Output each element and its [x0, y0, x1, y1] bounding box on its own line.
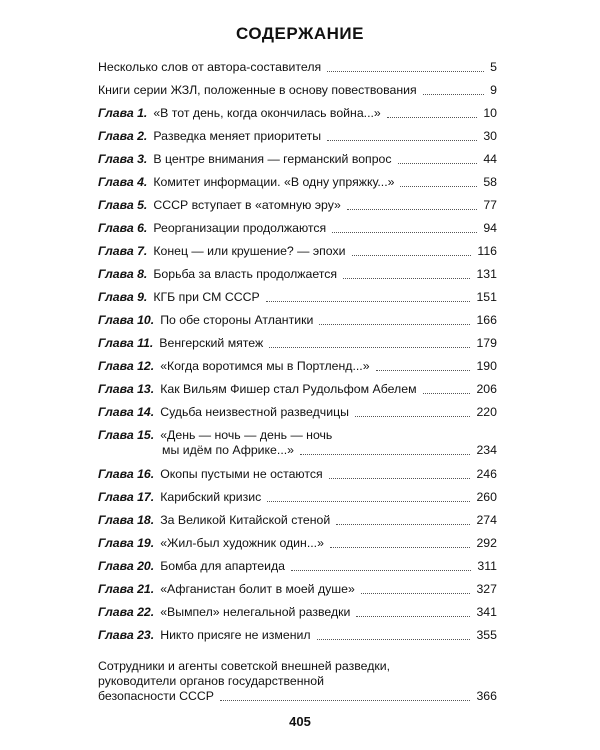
chapter-title: По обе стороны Атлантики: [160, 313, 314, 327]
chapter-title: «День — ночь — день — ночь: [160, 428, 333, 442]
page-heading: СОДЕРЖАНИЕ: [236, 24, 364, 43]
dot-leader: [329, 477, 471, 479]
chapter-page-number: 151: [476, 290, 497, 304]
toc-entry-row: [98, 152, 497, 167]
chapter-title: Разведка меняет приоритеты: [153, 129, 322, 143]
toc-entry: [98, 198, 497, 213]
chapter-label: Глава 11.: [98, 336, 154, 350]
toc-entry: [98, 628, 497, 643]
chapter-page-number: 190: [476, 359, 497, 373]
dot-leader: [336, 523, 470, 525]
chapter-title: «Афганистан болит в моей душе»: [160, 582, 355, 596]
chapter-label: Глава 5.: [98, 198, 148, 212]
toc-entry-row: [98, 513, 497, 528]
toc-entry: [98, 152, 497, 167]
toc-entry-row: [98, 467, 497, 482]
chapter-label: Глава 4.: [98, 175, 148, 189]
toc-entry-row: [98, 490, 497, 505]
chapter-title: Книги серии ЖЗЛ, положенные в основу повествования: [98, 83, 417, 97]
chapter-page-number: 274: [476, 513, 497, 527]
chapter-label: Глава 13.: [98, 382, 155, 396]
chapter-label: Глава 21.: [98, 582, 155, 596]
toc-entry-row: [98, 359, 497, 374]
toc-entry: [98, 244, 497, 259]
chapter-title: В центре внимания — германский вопрос: [153, 152, 392, 166]
chapter-page-number: 44: [483, 152, 497, 166]
chapter-page-number: 311: [477, 559, 497, 573]
chapter-page-number: 77: [483, 198, 497, 212]
chapter-label: Глава 6.: [98, 221, 148, 235]
toc-entry: [98, 405, 497, 420]
toc-entry: [98, 83, 497, 98]
toc-entry: [98, 513, 497, 528]
chapter-label: Глава 20.: [98, 559, 155, 573]
toc-entry-row: [98, 175, 497, 190]
chapter-title: «Когда воротимся мы в Портленд...»: [160, 359, 370, 373]
toc-entry: [98, 290, 497, 305]
chapter-label: Глава 19.: [98, 536, 155, 550]
chapter-title: Судьба неизвестной разведчицы: [160, 405, 349, 419]
chapter-label: Глава 16.: [98, 467, 155, 481]
dot-leader: [317, 638, 471, 640]
chapter-title: Карибский кризис: [160, 490, 262, 504]
dot-leader: [267, 500, 470, 502]
chapter-page-number: 58: [483, 175, 497, 189]
dot-leader: [423, 392, 471, 394]
dot-leader: [332, 231, 477, 233]
appendix-title-line: Сотрудники и агенты советской внешней разведки,: [98, 659, 391, 673]
toc-entry-row: [98, 428, 497, 443]
dot-leader: [355, 415, 471, 417]
chapter-label: Глава 10.: [98, 313, 155, 327]
chapter-label: Глава 17.: [98, 490, 155, 504]
chapter-title: СССР вступает в «атомную эру»: [153, 198, 341, 212]
dot-leader: [398, 162, 478, 164]
dot-leader: [343, 277, 470, 279]
chapter-page-number: 292: [476, 536, 497, 550]
chapter-page-number: 94: [483, 221, 497, 235]
dot-leader: [291, 569, 471, 571]
page-number: 405: [289, 714, 311, 729]
toc-entry: [98, 467, 497, 482]
chapter-title: «В тот день, когда окончилась война...»: [153, 106, 381, 120]
dot-leader: [352, 254, 472, 256]
chapter-title: КГБ при СМ СССР: [153, 290, 260, 304]
dot-leader: [220, 699, 470, 701]
chapter-title: Никто присяге не изменил: [160, 628, 311, 642]
chapter-page-number: 341: [476, 605, 497, 619]
toc-entry-row: [98, 628, 497, 643]
toc-entry: [98, 428, 497, 458]
chapter-title: Борьба за власть продолжается: [153, 267, 338, 281]
chapter-label: Глава 2.: [98, 129, 148, 143]
dot-leader: [327, 139, 477, 141]
toc-entry-row: [98, 106, 497, 121]
toc-entry-row: [98, 60, 497, 75]
appendix-last-row: [98, 689, 497, 704]
chapter-title: «Вымпел» нелегальной разведки: [160, 605, 351, 619]
chapter-page-number: 131: [476, 267, 497, 281]
chapter-title: Окопы пустыми не остаются: [160, 467, 323, 481]
appendix-title-line: безопасности СССР: [98, 689, 214, 703]
toc-entry-row: [98, 198, 497, 213]
toc-entry: [98, 336, 497, 351]
toc-entry: [98, 267, 497, 282]
chapter-title: Бомба для апартеида: [160, 559, 285, 573]
chapter-label: Глава 15.: [98, 428, 155, 442]
toc-entry: [98, 60, 497, 75]
dot-leader: [356, 615, 470, 617]
toc-entry: [98, 559, 497, 574]
toc-entry: [98, 106, 497, 121]
chapter-title: Реорганизации продолжаются: [153, 221, 327, 235]
toc-entry-row-continued: [98, 443, 497, 458]
chapter-page-number: 30: [483, 129, 497, 143]
toc-entry-row: [98, 244, 497, 259]
chapter-label: Глава 8.: [98, 267, 148, 281]
chapter-label: Глава 1.: [98, 106, 148, 120]
toc-entry-row: [98, 129, 497, 144]
chapter-page-number: 246: [476, 467, 497, 481]
toc-entry-row: [98, 605, 497, 620]
dot-leader: [361, 592, 471, 594]
toc-entry-row: [98, 221, 497, 236]
dot-leader: [400, 185, 477, 187]
chapter-title: Венгерский мятеж: [159, 336, 264, 350]
dot-leader: [269, 346, 470, 348]
chapter-title: За Великой Китайской стеной: [160, 513, 331, 527]
chapter-title-continued: мы идём по Африке...»: [162, 443, 294, 457]
chapter-page-number: 9: [490, 83, 497, 97]
appendix-entry: [98, 659, 497, 704]
chapter-label: Глава 3.: [98, 152, 148, 166]
toc-entry: [98, 175, 497, 190]
toc-entry: [98, 221, 497, 236]
chapter-page-number: 234: [476, 443, 497, 457]
toc-entry: [98, 129, 497, 144]
chapter-title: Конец — или крушение? — эпохи: [153, 244, 346, 258]
chapter-label: Глава 14.: [98, 405, 155, 419]
toc-entry-row: [98, 405, 497, 420]
chapter-page-number: 206: [476, 382, 497, 396]
toc-entry: [98, 313, 497, 328]
chapter-label: Глава 18.: [98, 513, 155, 527]
chapter-page-number: 116: [477, 244, 497, 258]
appendix-title-line: руководители органов государственной: [98, 674, 325, 688]
chapter-label: Глава 12.: [98, 359, 155, 373]
toc-entry: [98, 605, 497, 620]
toc-entry-row: [98, 313, 497, 328]
chapter-page-number: 166: [476, 313, 497, 327]
chapter-label: Глава 22.: [98, 605, 155, 619]
toc-entry-row: [98, 336, 497, 351]
dot-leader: [376, 369, 471, 371]
toc-entry: [98, 490, 497, 505]
chapter-label: Глава 7.: [98, 244, 148, 258]
chapter-page-number: 260: [476, 490, 497, 504]
toc-entry: [98, 359, 497, 374]
toc-entry: [98, 536, 497, 551]
dot-leader: [423, 93, 485, 95]
toc-entry-row: [98, 267, 497, 282]
chapter-title: Как Вильям Фишер стал Рудольфом Абелем: [160, 382, 417, 396]
dot-leader: [327, 70, 484, 72]
chapter-page-number: 327: [476, 582, 497, 596]
toc-entry: [98, 582, 497, 597]
toc-entry-row: [98, 536, 497, 551]
toc-entry-row: [98, 582, 497, 597]
chapter-title: «Жил-был художник один...»: [160, 536, 324, 550]
chapter-label: Глава 9.: [98, 290, 148, 304]
chapter-page-number: 10: [483, 106, 497, 120]
dot-leader: [266, 300, 471, 302]
chapter-title: Несколько слов от автора-составителя: [98, 60, 322, 74]
dot-leader: [387, 116, 478, 118]
toc-entry-row: [98, 290, 497, 305]
toc-entry-row: [98, 559, 497, 574]
dot-leader: [319, 323, 470, 325]
chapter-page-number: 5: [490, 60, 497, 74]
dot-leader: [300, 453, 470, 455]
chapter-page-number: 355: [476, 628, 497, 642]
dot-leader: [330, 546, 471, 548]
chapter-page-number: 220: [476, 405, 497, 419]
toc-entry-row: [98, 382, 497, 397]
toc-entry-row: [98, 83, 497, 98]
toc-entry: [98, 382, 497, 397]
chapter-label: Глава 23.: [98, 628, 155, 642]
chapter-page-number: 179: [476, 336, 497, 350]
appendix-page-number: 366: [476, 689, 497, 703]
chapter-title: Комитет информации. «В одну упряжку...»: [153, 175, 395, 189]
dot-leader: [347, 208, 477, 210]
